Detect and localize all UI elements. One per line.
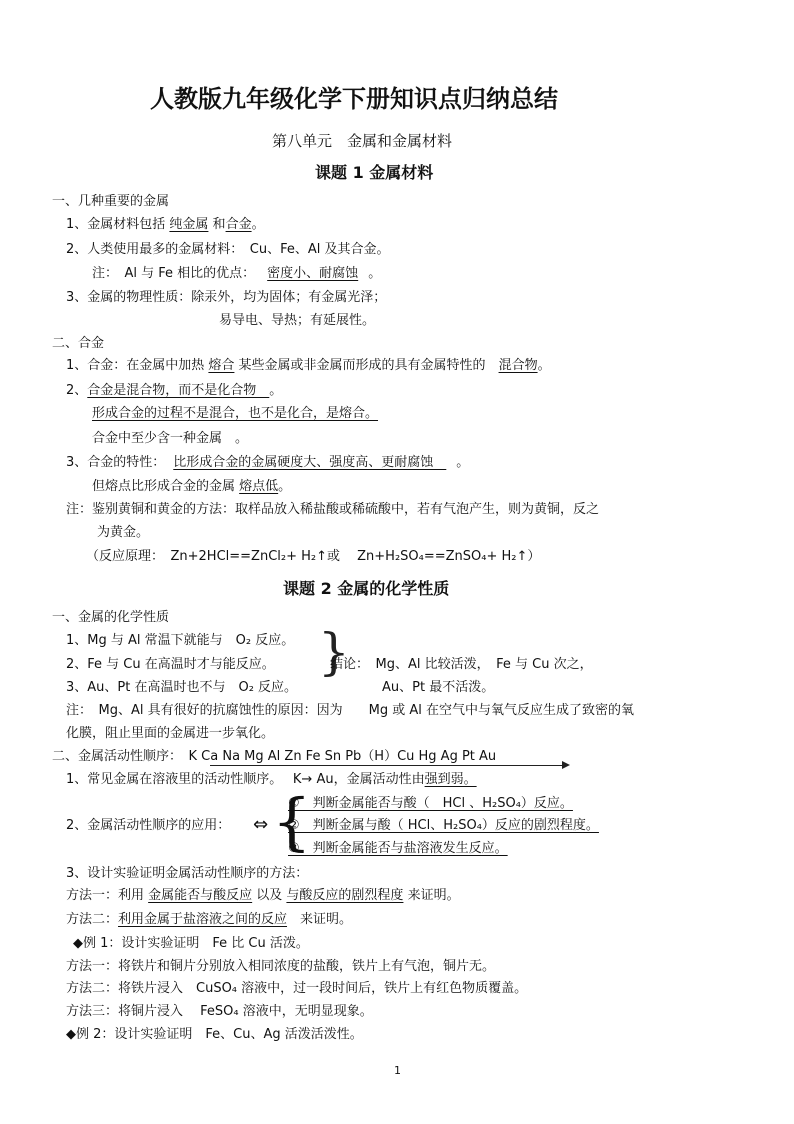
s2-line5 [66,454,469,472]
s2-line4: 合金中至少含一种金属 。 [92,431,249,446]
s3-conclusion2: Au、Pt 最不活泼。 [382,680,495,695]
s1-line2: 2、人类使用最多的金属材料： Cu、Fe、Al 及其合金。 [66,242,390,257]
text: 某些金属或非金属而形成的具有金属特性的 [234,358,499,373]
s2-line7: 注：鉴别黄铜和黄金的方法：取样品放入稀盐酸或稀硫酸中，若有气泡产生，则为黄铜，反之 [66,502,600,517]
text: 。 [456,455,470,470]
topic1-heading: 课题 1 金属材料 [315,163,434,182]
text: 1、金属材料包括 [66,217,170,232]
s2-line8: 为黄金。 [97,525,150,540]
underlined-term: 与酸反应的剧烈程度 [286,888,404,903]
unit-heading: 第八单元 金属和金属材料 [272,132,453,150]
left-brace-icon: { [272,785,312,858]
text: 1、合金：在金属中加热 [66,358,209,373]
example2: ◆例 2：设计实验证明 Fe、Cu、Ag 活泼活泼性。 [66,1027,363,1042]
page-title: 人教版九年级化学下册知识点归纳总结 [150,85,558,113]
s3-line1: 1、Mg 与 Al 常温下就能与 O₂ 反应。 [66,633,295,648]
text: 1、常见金属在溶液里的活动性顺序。 K→ Au，金属活动性由 [66,772,425,787]
s3-line4: 注： Mg、Al 具有很好的抗腐蚀性的原因：因为 Mg 或 Al 在空气中与氧气反应生成了致密的氧 [66,703,634,718]
s4-line2: 2、金属活动性顺序的应用： [66,818,231,833]
right-brace-icon: } [318,623,350,681]
s4-method1 [66,887,460,905]
text: 。 [278,479,292,494]
s2-line3: 形成合金的过程不是混合，也不是化合，是熔合。 [92,406,379,421]
s1-line3 [92,265,381,283]
s3-heading: 一、金属的化学性质 [52,610,170,625]
activity-series: K Ca Na Mg Al Zn Fe Sn Pb（H）Cu Hg Ag Pt Au [188,749,497,764]
text: 和 [208,217,226,232]
underlined-term: 合金是混合物，而不是化合物 [87,383,270,398]
underlined-term: 纯金属 [169,217,209,232]
s4-heading [52,748,496,766]
s4-app1 [288,795,573,813]
example1-method2: 方法二：将铁片浸入 CuSO₄ 溶液中，过一段时间后，铁片上有红色物质覆盖。 [66,981,528,996]
s1-line4: 3、金属的物理性质：除汞外，均为固体；有金属光泽； [66,290,387,305]
s1-line5: 易导电、导热；有延展性。 [219,313,376,328]
text: 以及 [252,888,287,903]
s4-app2 [288,817,599,835]
s2-line9: （反应原理： Zn+2HCl==ZnCl₂+ H₂↑或 Zn+H₂SO₄==ZnSO₄+ H₂↑） [86,549,541,564]
text: 来证明。 [403,888,460,903]
example1-method1: 方法一：将铁片和铜片分别放入相同浓度的盐酸，铁片上有气泡，铜片无。 [66,959,496,974]
text: 3、合金的特性： [66,455,166,470]
example1: ◆例 1：设计实验证明 Fe 比 Cu 活泼。 [73,936,309,951]
example1-method3: 方法三：将铜片浸入 FeSO₄ 溶液中，无明显现象。 [66,1004,373,1019]
text: 。 [269,383,283,398]
double-arrow-icon: ⇔ [253,814,269,835]
text: 二、金属活动性顺序： [52,749,189,764]
s1-heading: 一、几种重要的金属 [52,194,170,209]
text: 2、 [66,383,88,398]
s4-method2 [66,911,352,929]
underlined-term: ③ 判断金属能否与盐溶液发生反应。 [288,841,508,856]
s4-line3: 3、设计实验证明金属活动性顺序的方法： [66,866,309,881]
text: 方法一：利用 [66,888,149,903]
text: 注： Al 与 Fe 相比的优点： [92,266,256,281]
s1-line1 [66,216,265,234]
underlined-term: 熔点低 [239,479,279,494]
page-number: 1 [394,1064,401,1077]
s3-line5: 化膜，阻止里面的金属进一步氧化。 [66,726,275,741]
s4-app3 [288,840,508,858]
underlined-term: ② 判断金属与酸（ HCl、H₂SO₄）反应的剧烈程度。 [288,818,599,833]
underlined-term: 密度小、耐腐蚀 [267,266,359,281]
underlined-term: 金属能否与酸反应 [148,888,253,903]
underlined-term: 强到弱。 [424,772,477,787]
text: 。 [251,217,265,232]
underlined-term: 混合物 [498,358,538,373]
s3-line3: 3、Au、Pt 在高温时也不与 O₂ 反应。 [66,680,298,695]
s3-line2: 2、Fe 与 Cu 在高温时才与能反应。 [66,657,275,672]
underlined-term: 合金 [225,217,252,232]
text: 来证明。 [287,912,353,927]
underlined-term: ① 判断金属能否与酸（ HCl 、H₂SO₄）反应。 [288,796,573,811]
underlined-term: 熔合 [208,358,235,373]
s2-line6 [92,478,291,496]
underlined-term: 比形成合金的金属硬度大、强度高、更耐腐蚀 [173,455,447,470]
text: 。 [368,266,382,281]
s2-line2 [66,382,282,400]
text: 。 [537,358,551,373]
topic2-heading: 课题 2 金属的化学性质 [283,579,450,598]
text: 但熔点比形成合金的金属 [92,479,240,494]
s3-conclusion1: 结论： Mg、Al 比较活泼， Fe 与 Cu 次之， [330,657,593,672]
arrow-right-icon [210,765,568,766]
text: 方法二： [66,912,119,927]
s2-line1 [66,357,551,375]
s2-heading: 二、合金 [52,336,105,351]
underlined-term: 利用金属于盐溶液之间的反应 [118,912,288,927]
